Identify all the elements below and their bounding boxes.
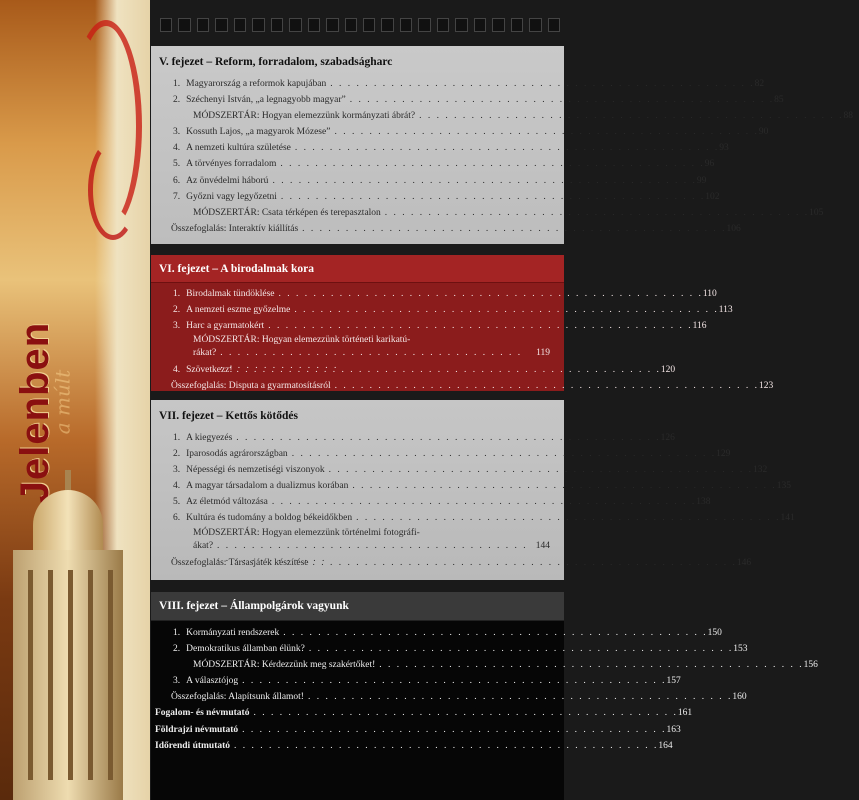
entry-number: 3. [173,676,181,687]
toc-entry[interactable] [159,108,853,124]
index-entry[interactable] [155,722,681,738]
entry-label: MÓDSZERTÁR: Kérdezzünk meg szakértőket! [193,660,376,671]
chapter-7-section [151,400,795,580]
entry-number: 1. [173,628,181,638]
toc-entry[interactable] [159,673,681,689]
page-number: 85 [774,95,784,106]
entry-number: 4. [173,143,181,154]
entry-number: 4. [173,365,181,376]
toc-entry[interactable] [159,430,675,446]
parliament-dome-image [8,470,128,800]
summary-entry[interactable] [159,555,752,571]
entry-label: Szövetkezz! [186,365,233,376]
chapter-heading[interactable]: VII. fejezet – Kettős kötődés [159,410,298,422]
leader-dots [298,221,726,237]
entry-label: Győzni vagy legyőzetni [186,191,277,202]
leader-dots [352,510,780,526]
leader-dots [415,108,843,124]
leader-dots [381,205,809,221]
page-number: 102 [705,191,720,202]
entry-label: A kiegyezés [186,433,233,443]
entry-label: MÓDSZERTÁR: Hogyan elemezzünk történeti karikatú- [193,335,411,346]
toc-entry[interactable] [159,76,765,92]
entry-number: 2. [173,449,181,460]
toc-entry[interactable] [159,189,720,205]
summary-entry[interactable] [159,378,774,394]
page-number: 99 [696,175,707,186]
index-entry[interactable] [155,738,673,754]
leader-dots [309,555,737,571]
page-number: 116 [692,321,707,332]
entry-label: Népességi és nemzetiségi viszonyok [186,465,325,476]
toc-entry[interactable] [159,156,715,172]
leader-dots [275,286,703,302]
entry-label: Harc a gyarmatokért [186,321,265,332]
toc-entry[interactable] [159,173,707,189]
chapter-heading[interactable]: V. fejezet – Reform, forradalom, szabadságharc [159,56,393,68]
entry-number: 2. [173,95,181,106]
chapter-6-section [151,255,774,392]
page-number: 160 [732,692,747,703]
decorative-sidebar [0,0,150,800]
leader-dots [279,625,707,641]
entry-label: Összefoglalás: Társasjáték készítése [171,557,309,568]
leader-dots [305,641,733,657]
perforation-hole [437,18,449,32]
entry-number: 3. [173,321,181,332]
entry-label: Összefoglalás: Alapítsunk államot! [171,692,304,703]
toc-entry[interactable] [159,318,707,334]
page-number: 161 [677,708,693,719]
page-number: 106 [726,223,741,234]
entry-label: A nemzeti eszme győzelme [186,305,291,316]
summary-entry[interactable] [159,221,741,237]
entry-number: 7. [173,191,181,202]
leader-dots [268,494,696,510]
entry-label-continued: rákat? [193,348,217,359]
perforation-hole [160,18,172,32]
page-number: 93 [719,143,729,154]
entry-label: A nemzeti kultúra születése [186,143,291,154]
toc-entry[interactable] [159,286,717,302]
perforation-hole [326,18,338,32]
page-number: 129 [716,449,731,460]
perforation-hole [418,18,430,32]
perforation-hole [400,18,412,32]
perforation-hole [492,18,504,32]
index-entry[interactable] [155,705,693,721]
entry-number: 2. [173,305,181,316]
toc-entry[interactable] [159,140,729,156]
page-number: 88 [843,111,853,122]
toc-entry[interactable] [159,494,711,510]
toc-entry[interactable] [159,302,733,318]
page-number: 96 [704,159,715,170]
entry-label: Kormányzati rendszerek [186,628,280,638]
page-number: 126 [660,433,675,443]
entry-label: A törvényes forradalom [186,159,277,170]
leader-dots [330,124,758,140]
page-number: 141 [780,513,795,524]
entry-label: Magyarország a reformok kapujában [186,79,327,89]
leader-dots [331,378,759,394]
leader-dots [276,156,704,172]
leader-dots [233,362,661,378]
entry-label-continued: ákat? [193,540,214,551]
entry-number: 1. [173,433,181,443]
entry-label: Kossuth Lajos, „a magyarok Mózese” [186,127,331,138]
entry-number: 3. [173,127,181,138]
chapter-heading[interactable]: VIII. fejezet – Állampolgárok vagyunk [151,592,564,621]
leader-dots [232,430,660,446]
entry-number: 5. [173,497,181,508]
summary-entry[interactable] [159,689,747,705]
toc-entry[interactable] [159,462,768,478]
leader-dots [230,738,658,754]
leader-dots [304,689,732,705]
entry-number: 6. [173,175,181,186]
perforation-hole [197,18,209,32]
entry-number: 5. [173,159,181,170]
perforation-hole [271,18,283,32]
perforation-hole [308,18,320,32]
leader-dots [325,462,753,478]
perforation-hole [529,18,541,32]
page-number: 163 [666,724,681,735]
index-label: Földrajzi névmutató [155,724,239,735]
toc-entry[interactable] [159,334,556,362]
entry-label: Összefoglalás: Disputa a gyarmatosításról [171,381,331,392]
leader-dots [277,189,705,205]
entry-label: Az önvédelmi háború [186,175,269,186]
entry-number: 2. [173,644,181,655]
leader-dots [290,302,718,318]
page-number: 105 [809,207,824,218]
toc-entry[interactable] [159,92,784,108]
leader-dots [268,173,696,189]
toc-entry[interactable] [159,625,722,641]
toc-entry[interactable] [159,124,769,140]
leader-dots [346,92,774,108]
entry-label: Birodalmak tündöklése [186,289,275,299]
entry-number: 1. [173,289,181,299]
page-number: 157 [666,676,681,687]
entry-number: 3. [173,465,181,476]
perforation-hole [363,18,375,32]
page-number: 144 [535,540,550,551]
leader-dots [375,657,803,673]
leader-dots [249,705,677,721]
sidebar-subtitle: a múlt [50,369,75,435]
page-number: 113 [718,305,733,316]
entry-label: MÓDSZERTÁR: Hogyan elemezzünk történelmi fotográfi- [193,527,420,538]
perforation-hole [511,18,523,32]
page-number: 135 [776,481,791,492]
toc-entry[interactable] [159,478,791,494]
ornament-swirl-small [88,140,138,240]
entry-label: Iparosodás agrárországban [186,449,288,460]
entry-label: Demokratikus államban élünk? [186,644,305,655]
entry-label: Kultúra és tudomány a boldog békeidőkben [186,513,353,524]
perforation-hole [381,18,393,32]
page-number: 164 [658,740,673,751]
chapter-5-section [151,46,853,244]
toc-entry[interactable] [159,657,818,673]
page-number: 119 [536,348,550,359]
entry-label: MÓDSZERTÁR: Csata térképen és terepasztalon [193,207,381,218]
page-number: 120 [660,365,676,376]
page-number: 90 [758,127,769,138]
perforation-hole [234,18,246,32]
entry-label: Összefoglalás: Interaktív kiállítás [171,223,299,234]
page-number: 153 [733,644,748,655]
page-number: 110 [702,289,717,299]
leader-dots [348,478,776,494]
perforation-hole [252,18,264,32]
leader-dots [326,76,754,92]
page-number: 150 [707,628,722,638]
toc-entry[interactable] [159,362,676,378]
perforation-hole [289,18,301,32]
perforation-hole [455,18,467,32]
page-number: 82 [754,79,765,89]
page-number: 123 [759,381,774,392]
entry-label: A magyar társadalom a dualizmus korában [186,481,349,492]
entry-number: 6. [173,513,181,524]
entry-label: Széchenyi István, „a legnagyobb magyar” [186,95,346,106]
chapter-8-section [151,592,818,800]
page-number: 146 [736,557,752,568]
film-perforations-top [160,18,560,32]
page-number: 132 [753,465,768,476]
sidebar-title: Jelenben [13,321,58,504]
entry-label: A választójog [186,676,239,687]
entry-number: 4. [173,481,181,492]
perforation-hole [345,18,357,32]
toc-entry[interactable] [159,641,748,657]
entry-label: Az életmód változása [186,497,268,508]
leader-dots [288,446,716,462]
perforation-hole [548,18,560,32]
toc-entry[interactable] [159,527,556,555]
page-number: 156 [803,660,818,671]
leader-dots [264,318,692,334]
leader-dots [238,722,666,738]
perforation-hole [215,18,227,32]
leader-dots [238,673,666,689]
perforation-hole [474,18,486,32]
page-number: 138 [696,497,711,508]
entry-label: MÓDSZERTÁR: Hogyan elemezzünk kormányzati ábrát? [193,111,416,122]
perforation-hole [178,18,190,32]
index-label: Fogalom- és névmutató [155,708,250,719]
index-label: Időrendi útmutató [155,740,231,751]
toc-entry[interactable] [159,446,731,462]
toc-entry[interactable] [159,205,824,221]
toc-entry[interactable] [159,510,795,526]
chapter-heading[interactable]: VI. fejezet – A birodalmak kora [151,255,564,283]
leader-dots [291,140,719,156]
entry-number: 1. [173,79,181,89]
